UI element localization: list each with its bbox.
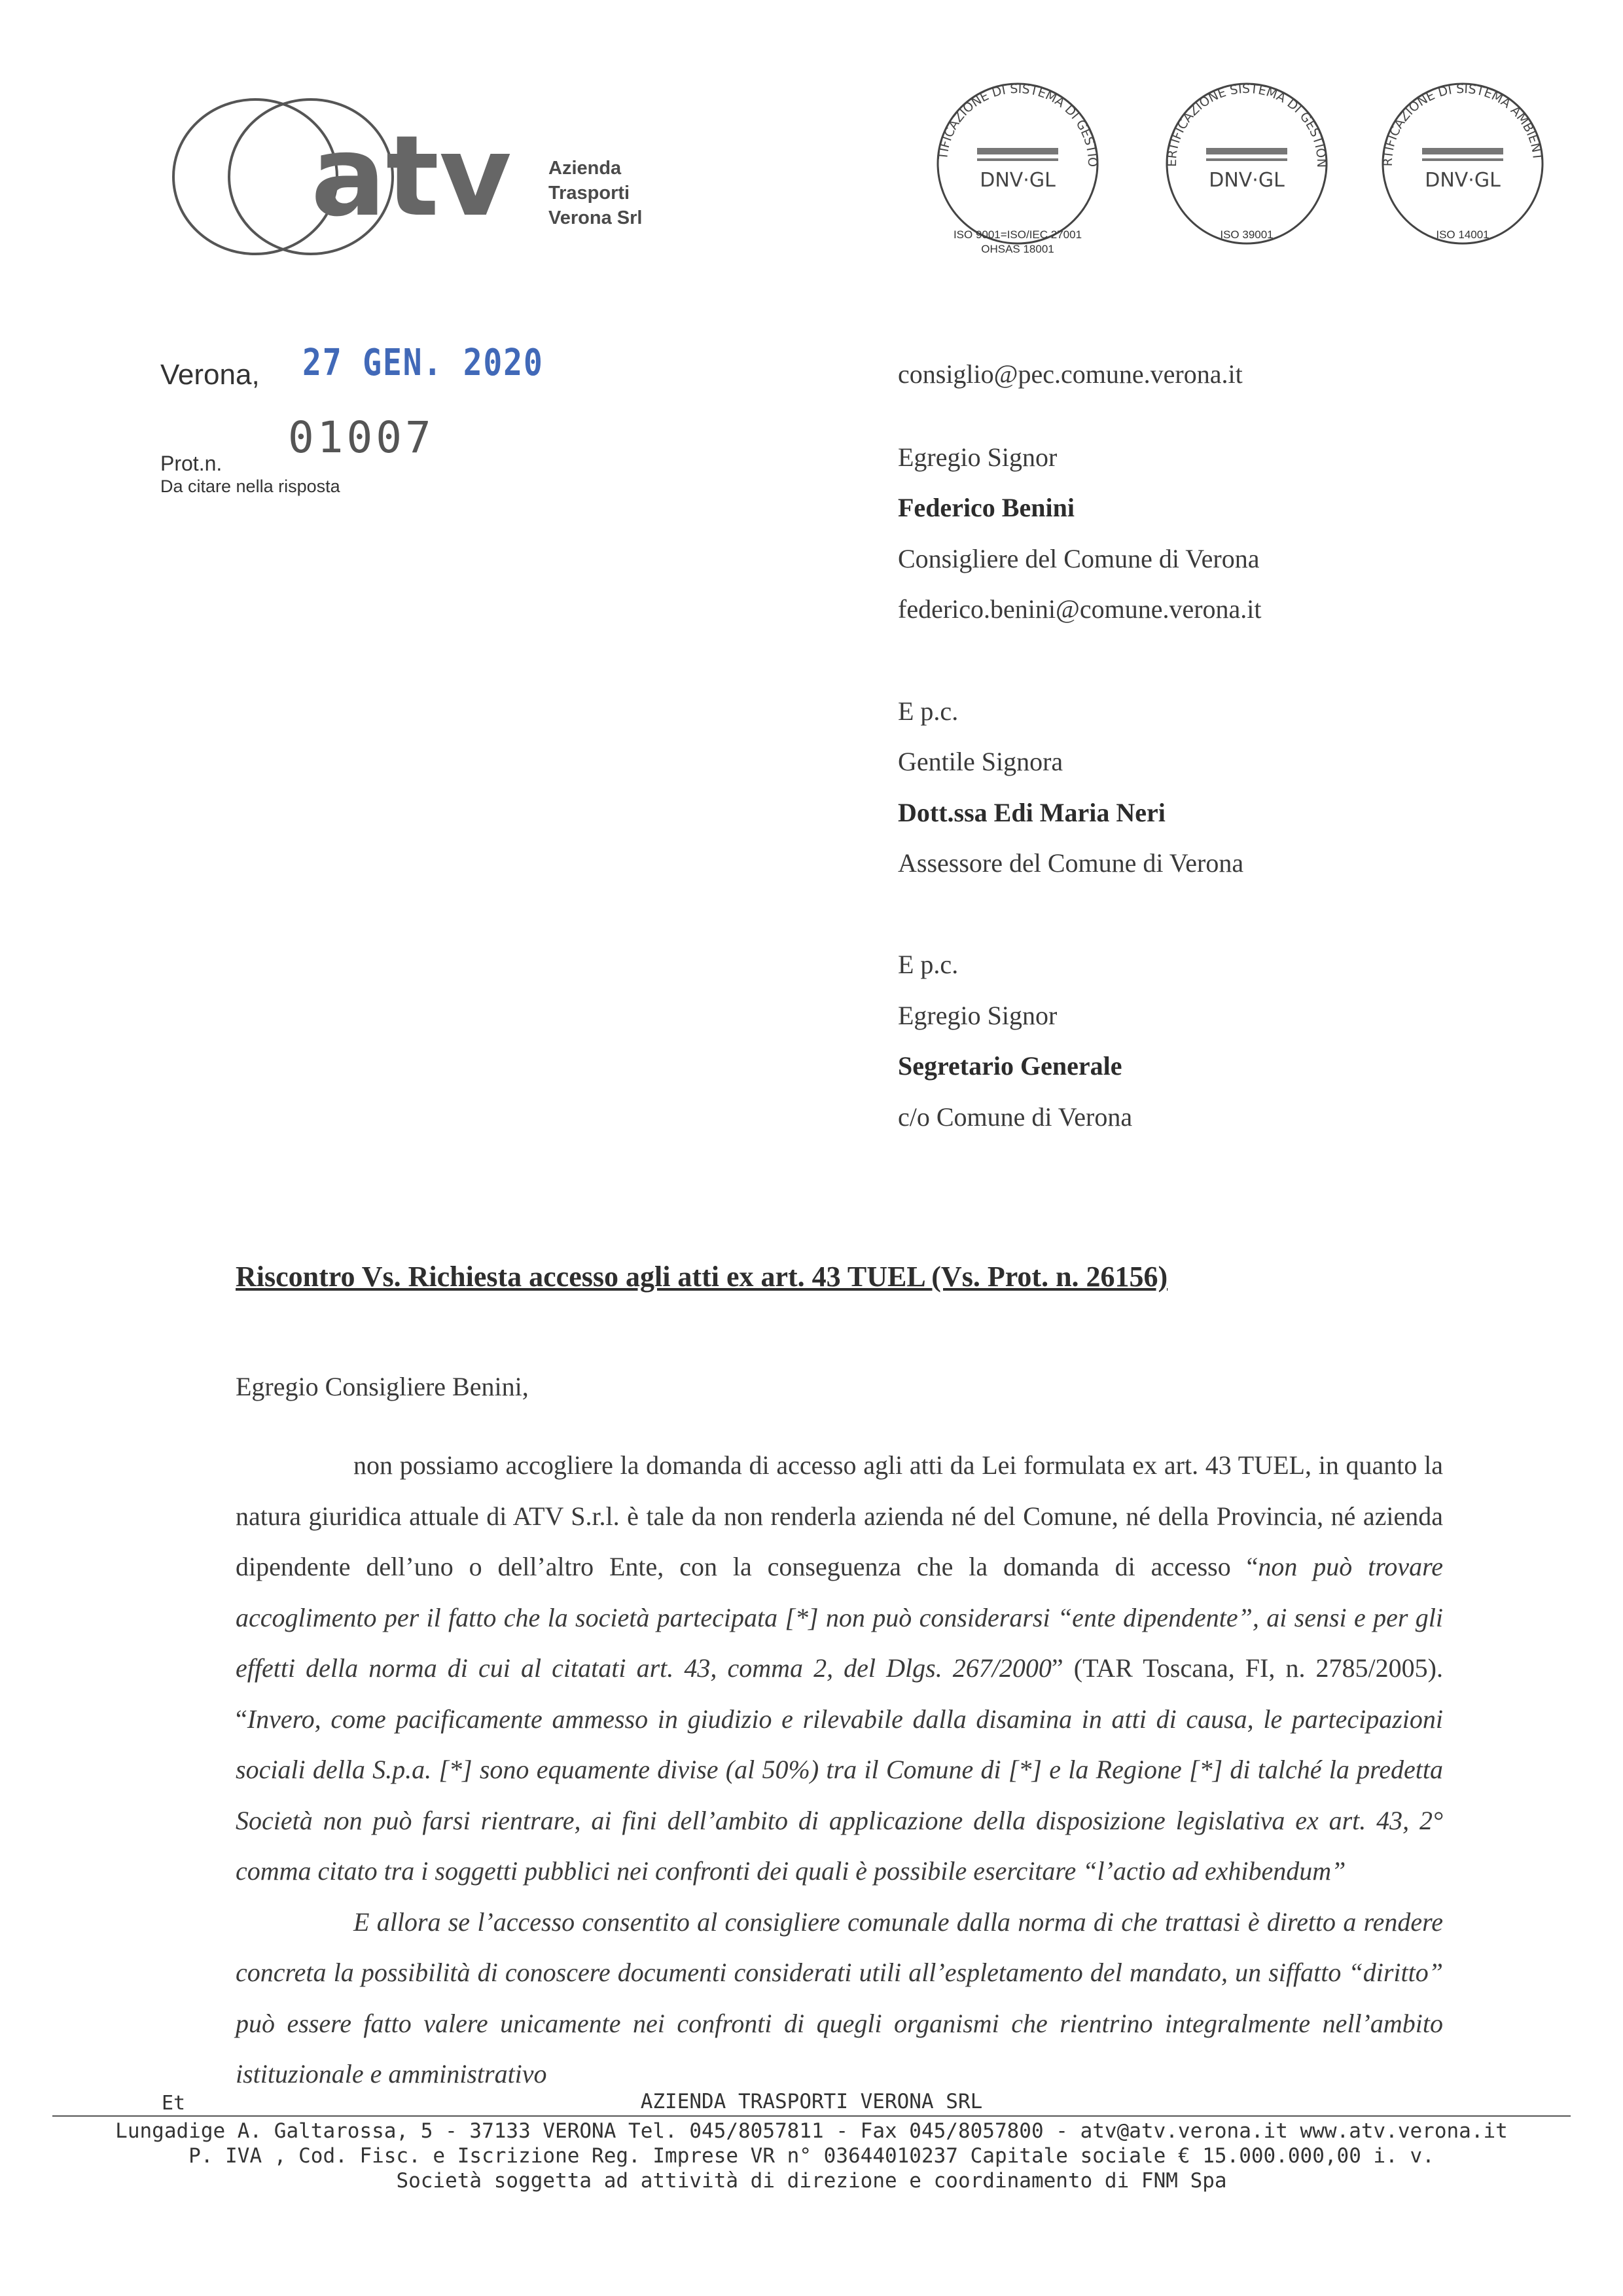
footer-initials: Et bbox=[162, 2092, 186, 2115]
addressee-line: Egregio Signor bbox=[898, 442, 1058, 472]
body-paragraph-1: non possiamo accogliere la domanda di accesso agli atti da Lei formulata ex art. 43 TUEL, in quanto la natura giuridica attuale di ATV S.r.l. è tale da non renderla azienda né del Comune, né della Provincia, né azienda dipendente dell’uno o dell’altro Ente, con la conseguenza che la domanda di accesso “non può trovare accoglimento per il fatto che la società partecipata [*] non può considerarsi “ente dipendente”, ai sensi e per gli effetti della norma di cui al citatati art. 43, comma 2, del Dlgs. 267/2000” (TAR Toscana, FI, n. 2785/2005). “Invero, come pacificamente ammesso in giudizio e rilevabile dalla disamina in atti di causa, le partecipazioni sociali della S.p.a. [*] sono equamente divise (al 50%) tra il Comune di [*] e la Regione [*] di talché la predetta Società non può farsi rientrare, ai fini dell’ambito di applicazione della disposizione legislativa ex art. 43, 2° comma citato tra i soggetti pubblici nei confronti dei quali è possibile esercitare “l’actio ad exhibendum” bbox=[236, 1450, 1443, 1886]
svg-text:DNV·GL: DNV·GL bbox=[1209, 169, 1285, 192]
footer-address: Lungadige A. Galtarossa, 5 - 37133 VERONA Tel. 045/8057811 - Fax 045/8057800 - atv@atv.verona.it www.atv.verona.it bbox=[115, 2119, 1508, 2143]
letter-subject: Riscontro Vs. Richiesta accesso agli atti ex art. 43 TUEL (Vs. Prot. n. 26156) bbox=[236, 1261, 1168, 1293]
svg-text:CERTIFICAZIONE SISTEMA DI GEST: ERTIFICAZIONE SISTEMA DI GESTION bbox=[1164, 81, 1329, 168]
cc-label: E p.c. bbox=[898, 696, 959, 726]
letter-body bbox=[236, 1440, 1443, 2100]
footer-divider bbox=[52, 2115, 1571, 2117]
body-paragraph-2: E allora se l’accesso consentito al consigliere comunale dalla norma di che trattasi è diretto a rendere concreta la possibilità di conoscere documenti considerati utili all’espletamento del mandato, un siffatto “diritto” può essere fatto valere unicamente nei confronti di quegli organismi che rientrino integralmente nell’ambito istituzionale e amministrativo bbox=[236, 1907, 1443, 2089]
addressee-pec: consiglio@pec.comune.verona.it bbox=[898, 359, 1243, 389]
svg-text:DNV·GL: DNV·GL bbox=[980, 169, 1056, 192]
place-label: Verona, bbox=[160, 359, 260, 391]
salutation: Egregio Consigliere Benini, bbox=[236, 1372, 529, 1401]
protocol-note: Da citare nella risposta bbox=[160, 476, 340, 496]
date-stamp: 27 GEN. 2020 bbox=[302, 342, 544, 384]
cc-label: E p.c. bbox=[898, 950, 959, 979]
footer-fiscal: P. IVA , Cod. Fisc. e Iscrizione Reg. Imprese VR n° 03644010237 Capitale sociale € 15.000.000,00 i. v. bbox=[188, 2144, 1435, 2168]
svg-text:CERTIFICAZIONE DI SISTEMA AMBI: RTIFICAZIONE DI SISTEMA AMBIENT bbox=[1380, 81, 1544, 167]
logo-tagline: Azienda Trasporti Verona Srl bbox=[548, 158, 643, 228]
addressee-name: Federico Benini bbox=[898, 493, 1075, 522]
footer-coordination: Società soggetta ad attività di direzione e coordinamento di FNM Spa bbox=[396, 2169, 1227, 2193]
addressee-email: federico.benini@comune.verona.it bbox=[898, 594, 1262, 624]
protocol-number: 01007 bbox=[288, 412, 435, 463]
logo-mark: atv bbox=[311, 112, 512, 242]
addressee-name: Dott.ssa Edi Maria Neri bbox=[898, 798, 1166, 827]
certification-seal-1: TIFICAZIONE DI SISTEMA DI GESTIO DNV·GL ISO 9001=ISO/IEC 27001 OHSAS 18001 bbox=[919, 65, 1116, 262]
addressee-line: c/o Comune di Verona bbox=[898, 1102, 1133, 1132]
addressee-line: Gentile Signora bbox=[898, 747, 1063, 776]
footer-company: AZIENDA TRASPORTI VERONA SRL bbox=[640, 2090, 983, 2113]
addressee-line: Consigliere del Comune di Verona bbox=[898, 544, 1260, 573]
svg-text:CERTIFICAZIONE DI SISTEMA DI G: TIFICAZIONE DI SISTEMA DI GESTIO bbox=[936, 81, 1100, 168]
protocol-label: Prot.n. bbox=[160, 452, 223, 475]
addressee-line: Egregio Signor bbox=[898, 1001, 1058, 1030]
certification-seal-3: RTIFICAZIONE DI SISTEMA AMBIENT DNV·GL ISO 14001 bbox=[1364, 65, 1561, 262]
addressee-line: Assessore del Comune di Verona bbox=[898, 848, 1244, 878]
svg-text:DNV·GL: DNV·GL bbox=[1425, 169, 1501, 192]
addressee-name: Segretario Generale bbox=[898, 1051, 1122, 1081]
certification-seal-2: ERTIFICAZIONE SISTEMA DI GESTION DNV·GL ISO 39001 bbox=[1149, 65, 1345, 262]
